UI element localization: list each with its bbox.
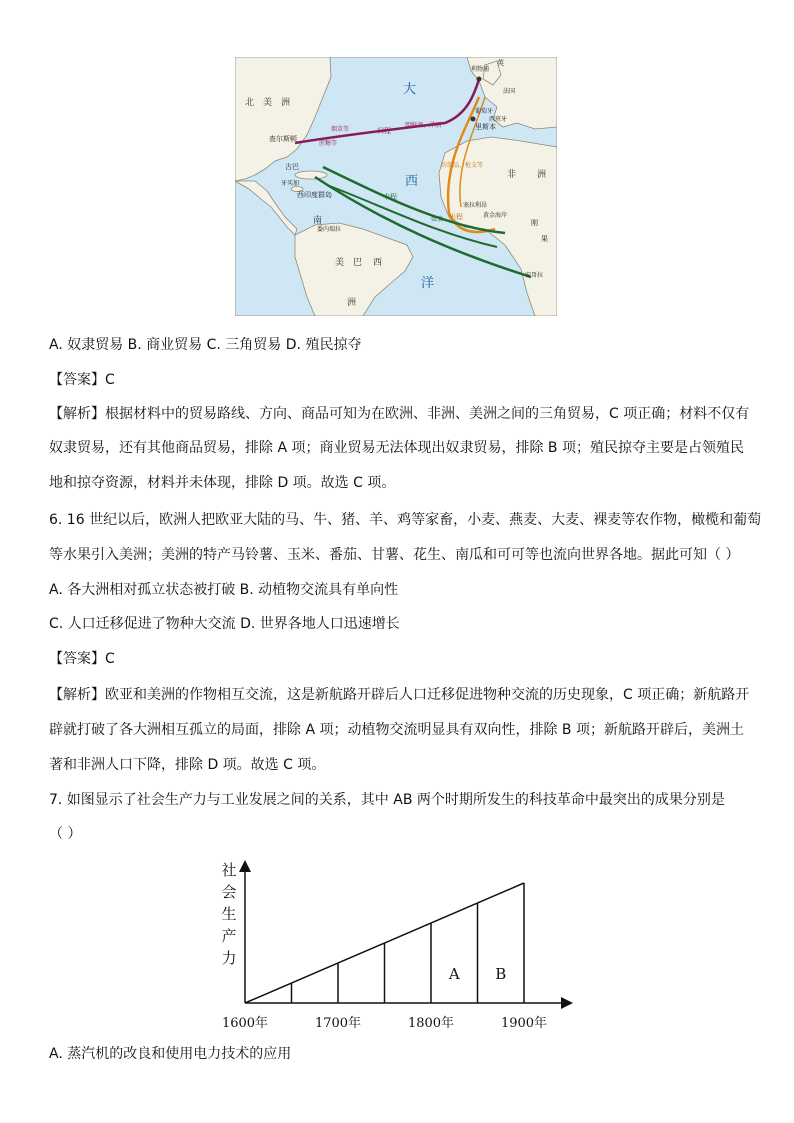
lisbon-dot: [471, 117, 476, 122]
q7-stem-line-1: 7. 如图显示了社会生产力与工业发展之间的关系，其中 AB 两个时期所发生的科技革命中最突出的成果分别是: [49, 792, 725, 808]
venezuela-label: 委内瑞拉: [317, 226, 342, 233]
x-tick-label-3: 1900年: [500, 1016, 548, 1031]
middle-route-label: 中程: [383, 193, 397, 201]
y-label-char-1: 会: [221, 883, 237, 901]
gold-coast-label: 黄金海岸: [483, 212, 508, 219]
spain-label: 西班牙: [489, 116, 508, 123]
rum-label: 朗姆酒、洋酒: [405, 122, 442, 129]
south-america-label-4: 西: [373, 258, 383, 268]
return-route-label: 归程: [377, 127, 391, 135]
ocean-label-bottom: 洋: [421, 276, 435, 291]
africa-label-1: 非: [507, 170, 517, 180]
west-indies-label: 西印度群岛: [297, 191, 332, 199]
triangle-trade-map: [235, 57, 557, 316]
france-label: 法国: [503, 88, 516, 95]
q7-stem-line-2: （ ）: [49, 826, 82, 842]
lisbon-label: 里斯本: [475, 123, 496, 131]
cuba-label: 古巴: [285, 163, 299, 171]
q6-stem-line-2: 等水果引入美洲；美洲的特产马铃薯、玉米、番茄、甘薯、花生、南瓜和可可等也流向世界各地。据此可知（ ）: [49, 547, 740, 563]
england-label: 英: [497, 59, 504, 67]
q6-options-cd: C. 人口迁移促进了物种大交流 D. 世界各地人口迅速增长: [49, 616, 400, 632]
q6-analysis-line-3: 著和非洲人口下降，排除 D 项。故选 C 项。: [49, 757, 326, 773]
liverpool-dot: [477, 77, 482, 82]
q6-analysis-line-2: 辟就打破了各大洲相互孤立的局面，排除 A 项；动植物交流明显具有双向性，排除 B 项；新航路开辟后，美洲土: [49, 722, 744, 738]
y-label-char-4: 力: [221, 949, 237, 967]
x-tick-label-2: 1800年: [407, 1016, 455, 1031]
q5-answer: 【答案】C: [49, 372, 115, 388]
q5-analysis-line-2: 奴隶贸易，还有其他商品贸易，排除 A 项；商业贸易无法体现出奴隶贸易，排除 B 项；殖民掠夺主要是占领殖民: [49, 440, 744, 456]
ocean-label-top: 大: [403, 82, 417, 97]
q5-analysis-line-1: 【解析】根据材料中的贸易路线、方向、商品可知为在欧洲、非洲、美洲之间的三角贸易，C 项正确；材料不仅有: [49, 406, 750, 422]
q5-analysis-line-3: 地和掠夺资源，材料并未体现，排除 D 项。故选 C 项。: [49, 475, 396, 491]
y-label-char-3: 产: [221, 927, 237, 945]
q6-options-ab: A. 各大洲相对孤立状态被打破 B. 动植物交流具有单向性: [49, 582, 399, 598]
x-tick-label-0: 1600年: [221, 1016, 269, 1031]
liverpool-label: 利物浦: [471, 66, 490, 73]
cuba-island: [295, 171, 327, 179]
q6-answer: 【答案】C: [49, 651, 115, 667]
sugar-label: 蔗糖等: [319, 140, 338, 147]
tobacco-label: 烟草等: [331, 126, 350, 133]
y-label-char-0: 社: [221, 861, 237, 879]
south-america-label-1: 南: [313, 216, 323, 226]
q6-stem-line-1: 6. 16 世纪以后，欧洲人把欧亚大陆的马、牛、猪、羊、鸡等家畜，小麦、燕麦、大麦、裸麦等农作物，橄榄和葡萄: [49, 512, 762, 528]
q7-option-a: A. 蒸汽机的改良和使用电力技术的应用: [49, 1046, 292, 1062]
q5-options: A. 奴隶贸易 B. 商业贸易 C. 三角贸易 D. 殖民掠夺: [49, 337, 362, 353]
south-america-label-3: 巴: [353, 258, 363, 268]
congo-label-1: 刚: [531, 219, 538, 227]
jamaica-label: 牙买加: [281, 180, 300, 187]
x-tick-label-1: 1700年: [314, 1016, 362, 1031]
productivity-chart: [215, 855, 585, 1035]
outward-route-label: 出程: [449, 213, 463, 221]
portugal-label: 葡萄牙: [475, 108, 494, 115]
angola-label: 安哥拉: [525, 272, 544, 279]
y-label-char-2: 生: [221, 905, 237, 923]
q6-analysis-line-1: 【解析】欧亚和美洲的作物相互交流，这是新航路开辟后人口迁移促进物种交流的历史现象，C 项正确；新航路开: [49, 687, 750, 703]
map-graphic: [235, 57, 557, 316]
slaves-label: 奴隶: [431, 216, 444, 223]
charleston-label: 查尔斯顿: [269, 135, 297, 143]
goods-label: 纺织品、枪支等: [441, 162, 484, 169]
ocean-label-mid: 西: [405, 174, 419, 189]
region-label-A: A: [448, 965, 460, 983]
north-america-label-1: 北: [245, 98, 255, 108]
north-america-label-3: 洲: [281, 98, 291, 108]
region-label-B: B: [495, 965, 507, 983]
sierra-leone-label: 塞拉利昂: [463, 202, 488, 209]
south-america-label-5: 洲: [347, 298, 357, 308]
africa-label-2: 洲: [537, 170, 547, 180]
congo-label-2: 果: [541, 235, 548, 243]
productivity-chart-svg: [215, 855, 585, 1035]
south-america-label-2: 美: [335, 258, 345, 268]
north-america-label-2: 美: [263, 98, 273, 108]
